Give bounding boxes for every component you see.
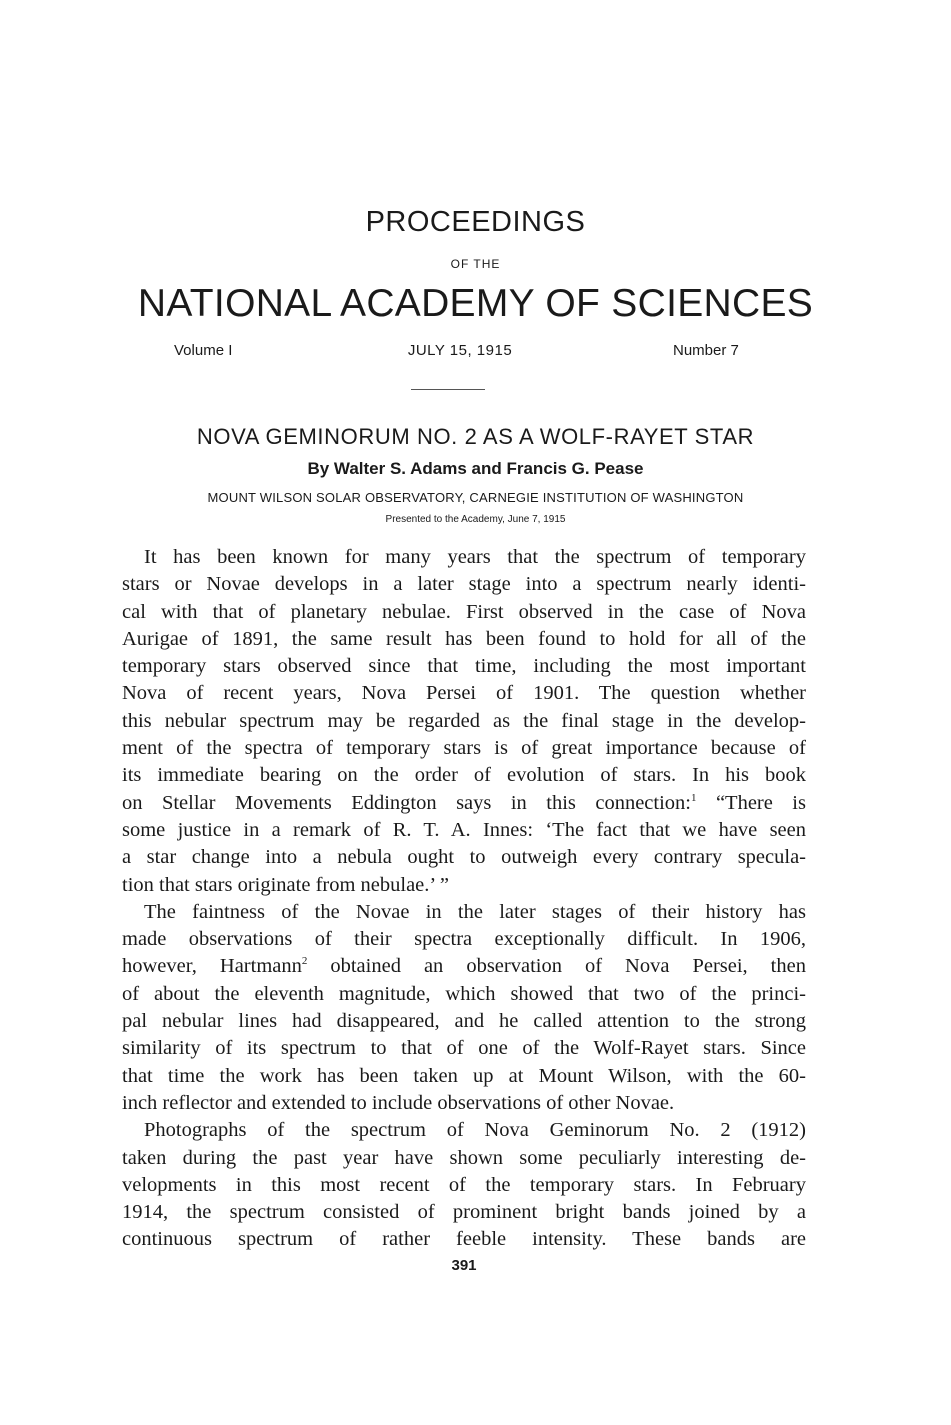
body-text: on Stellar Movements Eddington says in this connection:: [122, 791, 691, 814]
body-line: Aurigae of 1891, the same result has been found to hold for all of the: [122, 627, 806, 650]
body-line: a star change into a nebula ought to outweigh every contrary specula-: [122, 846, 806, 869]
article-body: [122, 544, 806, 1254]
journal-of-the: OF THE: [450, 257, 501, 271]
issue-number: Number 7: [673, 342, 739, 359]
body-line: its immediate bearing on the order of evolution of stars. In his book: [122, 764, 806, 787]
presented-date: Presented to the Academy, June 7, 1915: [385, 514, 566, 525]
body-line: of about the eleventh magnitude, which showed that two of the princi-: [122, 982, 806, 1005]
body-line: pal nebular lines had disappeared, and he called attention to the strong: [122, 1010, 806, 1033]
footnote-ref-1[interactable]: 1: [690, 791, 697, 804]
footnote-ref-2[interactable]: 2: [301, 955, 308, 968]
header-rule: [411, 389, 485, 390]
article-title: NOVA GEMINORUM NO. 2 AS A WOLF-RAYET STAR: [196, 424, 755, 449]
body-line: similarity of its spectrum to that of one of the Wolf-Rayet stars. Since: [122, 1037, 806, 1060]
body-line: velopments in this most recent of the temporary stars. In February: [122, 1173, 806, 1196]
body-line: [122, 953, 806, 980]
journal-name: NATIONAL ACADEMY OF SCIENCES: [137, 282, 814, 325]
body-line: tion that stars originate from nebulae.’ ”: [122, 873, 449, 896]
body-line: 1914, the spectrum consisted of prominent bright bands joined by a: [122, 1201, 806, 1224]
body-line: The faintness of the Novae in the later stages of their history has: [144, 900, 806, 923]
article-authors: By Walter S. Adams and Francis G. Pease: [307, 459, 644, 478]
body-line: ment of the spectra of temporary stars is of great importance because of: [122, 737, 806, 760]
body-line: that time the work has been taken up at Mount Wilson, with the 60-: [122, 1064, 806, 1087]
body-line: It has been known for many years that the spectrum of temporary: [144, 546, 806, 568]
body-line: some justice in a remark of R. T. A. Innes: ‘The fact that we have seen: [122, 818, 806, 841]
body-line: [122, 790, 806, 817]
body-line: temporary stars observed since that time, including the most important: [122, 655, 806, 678]
journal-title: PROCEEDINGS: [365, 206, 586, 238]
page-number: 391: [451, 1257, 477, 1274]
body-line: inch reflector and extended to include observations of other Novae.: [122, 1091, 675, 1114]
body-line: this nebular spectrum may be regarded as the final stage in the develop-: [122, 709, 806, 732]
body-line: taken during the past year have shown some peculiarly interesting de-: [122, 1146, 806, 1169]
body-line: Nova of recent years, Nova Persei of 1901. The question whether: [122, 682, 806, 705]
issue-date: JULY 15, 1915: [407, 342, 513, 359]
body-line: cal with that of planetary nebulae. First observed in the case of Nova: [122, 600, 806, 623]
volume-label: Volume I: [174, 342, 233, 359]
body-text: “There is: [696, 791, 806, 814]
body-line: made observations of their spectra exceptionally difficult. In 1906,: [122, 928, 806, 951]
body-text: however, Hartmann: [122, 955, 302, 978]
body-line: Photographs of the spectrum of Nova Geminorum No. 2 (1912): [144, 1119, 806, 1142]
body-line: continuous spectrum of rather feeble intensity. These bands are: [122, 1228, 806, 1251]
body-text: obtained an observation of Nova Persei, then: [307, 955, 806, 978]
article-affiliation: MOUNT WILSON SOLAR OBSERVATORY, CARNEGIE INSTITUTION OF WASHINGTON: [207, 490, 744, 505]
body-line: stars or Novae develops in a later stage into a spectrum nearly identi-: [122, 573, 806, 596]
